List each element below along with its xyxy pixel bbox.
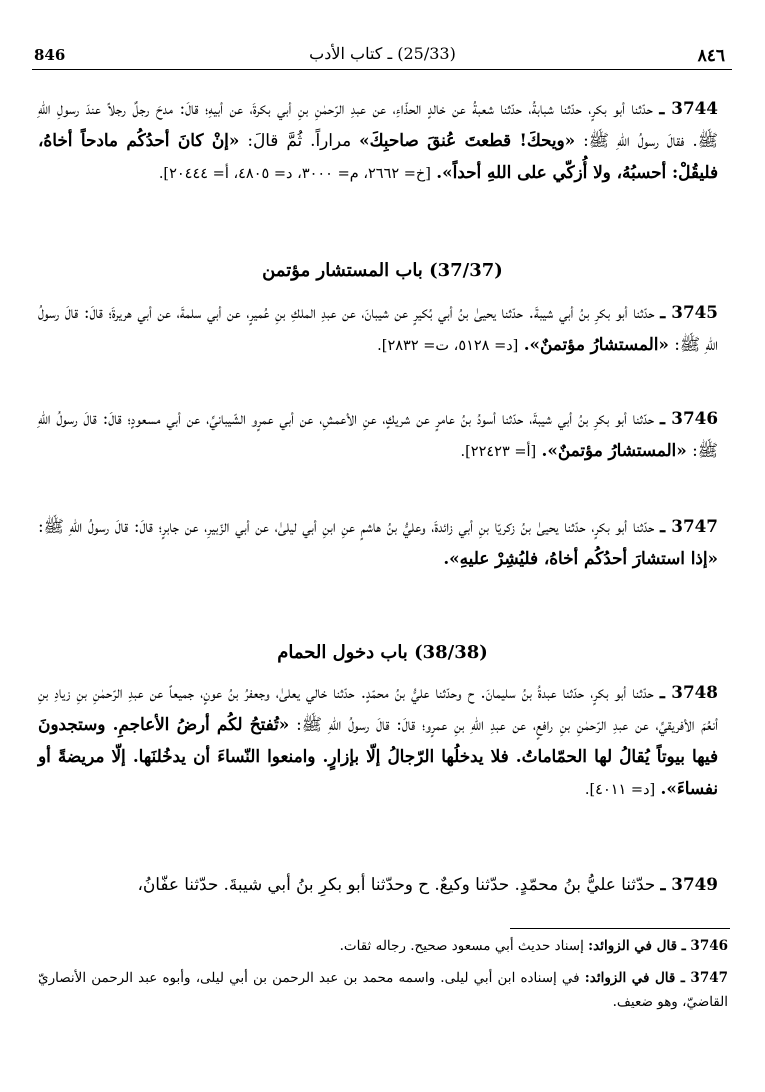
hadith-text: حدّثنا أبو بكرِ بنُ أبي شيبةَ. حدّثنا يحيىٰ بنُ أبي بُكيرٍ عن شيبانَ، عن عبدِ الملكِ بنِ عُميرٍ، عن أبي سلمةَ، عن أبي هريرةَ؛ قالَ: قالَ رسولُ اللهِ ﷺ: — [38, 302, 718, 354]
hadith-quote: «المستشارُ مؤتمنٌ». — [541, 440, 687, 460]
hadith-3747 — [38, 510, 718, 574]
hadith-number: 3749 ـ — [660, 874, 718, 894]
hadith-text: حدّثنا أبو بكرٍ، حدّثنا عبدةُ بنُ سليمانَ. ح وحدّثنا عليُّ بنُ محمّدٍ. حدّثنا خالي يعلىٰ، وجعفرُ بنُ عونٍ، جميعاً عن عبدِ الرّحمٰنِ بنِ زيادِ بنِ أنعُمَ الأفريقيِّ، عن عبدِ الرّحمٰنِ بنِ رافعٍ، عن عبدِ اللهِ بنِ عمرٍو؛ قالَ: قالَ رسولُ اللهِ ﷺ: — [38, 682, 719, 734]
hadith-number: 3748 ـ — [659, 682, 718, 702]
hadith-number: 3747 ـ — [660, 516, 718, 536]
footnote-text: في إسناده ابن أبي ليلى. واسمه محمد بن عبد الرحمن بن أبي ليلى، وأبوه عبد الرحمن الأنصاريّ القاضيّ، وهو ضعيف. — [38, 970, 728, 1010]
hadith-text: حدّثنا أبو بكرِ بنُ أبي شيبةَ، حدّثنا أسودُ بنُ عامرٍ عن شريكٍ، عنِ الأعمشِ، عن أبي عمرٍو الشّيبانيِّ، عن أبي مسعودٍ؛ قالَ: قالَ رسولُ اللهِ ﷺ: — [38, 408, 718, 460]
hadith-3749 — [38, 868, 718, 900]
hadith-text: حدّثنا أبو بكرٍ، حدّثنا شبابةُ، حدّثنا شعبةُ عن خالدٍ الحذّاءِ، عن عبدِ الرّحمٰنِ بنِ أبي بكرةَ، عن أبيهِ؛ قالَ: مدحَ رجلٌ رجلاً عندَ رسولِ اللهِ ﷺ. فقالَ رسولُ اللهِ ﷺ: — [38, 98, 718, 150]
running-title: (25/33) ـ كتاب الأدب — [309, 44, 456, 63]
hadith-reference: [أ= ٢٢٤٢٣]. — [460, 444, 537, 460]
hadith-reference: [د= ٥١٢٨، ت= ٢٨٣٢]. — [377, 338, 519, 354]
footnote-heading: 3747 ـ قال في الزوائد: — [584, 970, 728, 986]
hadith-text-2: مراراً. ثُمَّ قالَ: — [247, 130, 352, 150]
chapter-heading-37: (37/37) باب المستشار مؤتمن — [262, 260, 503, 281]
footnote-3747 — [38, 966, 728, 1014]
hadith-3745 — [38, 296, 718, 362]
hadith-3748 — [38, 676, 718, 806]
hadith-3744 — [38, 92, 718, 190]
hadith-quote: «تُفتحُ لكُم أرضُ الأعاجمِ. وستجدونَ فيها بيوتاً يُقالُ لها الحمّاماتُ. فلا يدخلُها الرّجالُ إلّا بإزارٍ. وامنعوا النّساءَ أن يدخُلنَها. إلّا مريضةً أو نفساءَ». — [38, 714, 718, 798]
chapter-heading-38: (38/38) باب دخول الحمام — [277, 642, 488, 663]
hadith-quote: «المستشارُ مؤتمنٌ». — [523, 334, 669, 354]
hadith-3746 — [38, 402, 718, 468]
page-number-right: ٨٤٦ — [697, 46, 725, 66]
hadith-quote: «ويحكَ! قطعتَ عُنقَ صاحبِكَ» — [359, 130, 576, 150]
hadith-quote: «إذا استشارَ أحدُكُم أخاهُ، فليُشِرْ عليهِ». — [443, 548, 718, 568]
hadith-text: حدّثنا أبو بكرٍ، حدّثنا يحيىٰ بنُ زكريّا بنِ أبي زائدةَ، وعليُّ بنُ هاشمٍ عنِ ابنِ أبي ليلىٰ، عن أبي الزّبيرِ، عن جابرٍ؛ قالَ: قالَ رسولُ اللهِ ﷺ: — [38, 516, 655, 536]
page-number-left: 846 — [34, 46, 66, 64]
footnote-rule — [510, 928, 730, 929]
hadith-number: 3746 ـ — [660, 408, 719, 428]
header-rule — [32, 69, 732, 70]
hadith-reference: [خ= ٢٦٦٢، م= ٣٠٠٠، د= ٤٨٠٥، أ= ٢٠٤٤٤]. — [158, 166, 431, 182]
hadith-number: 3745 ـ — [660, 302, 718, 322]
footnote-3746 — [38, 934, 728, 958]
hadith-text: حدّثنا عليُّ بنُ محمّدٍ. حدّثنا وكيعٌ. ح وحدّثنا أبو بكرِ بنُ أبي شيبةَ. حدّثنا عفّانُ، — [137, 874, 656, 894]
footnote-text: إسناد حديث أبي مسعود صحيح. رجاله ثقات. — [339, 938, 584, 954]
hadith-number: 3744 ـ — [659, 98, 718, 118]
footnote-heading: 3746 ـ قال في الزوائد: — [588, 938, 728, 954]
hadith-quote-2: «إنْ كانَ أحدُكُم مادحاً أخاهُ، فليقُلْ: أحسبُهُ، ولا أُزكّي على اللهِ أحداً». — [38, 130, 718, 182]
hadith-reference: [د= ٤٠١١]. — [584, 782, 656, 798]
